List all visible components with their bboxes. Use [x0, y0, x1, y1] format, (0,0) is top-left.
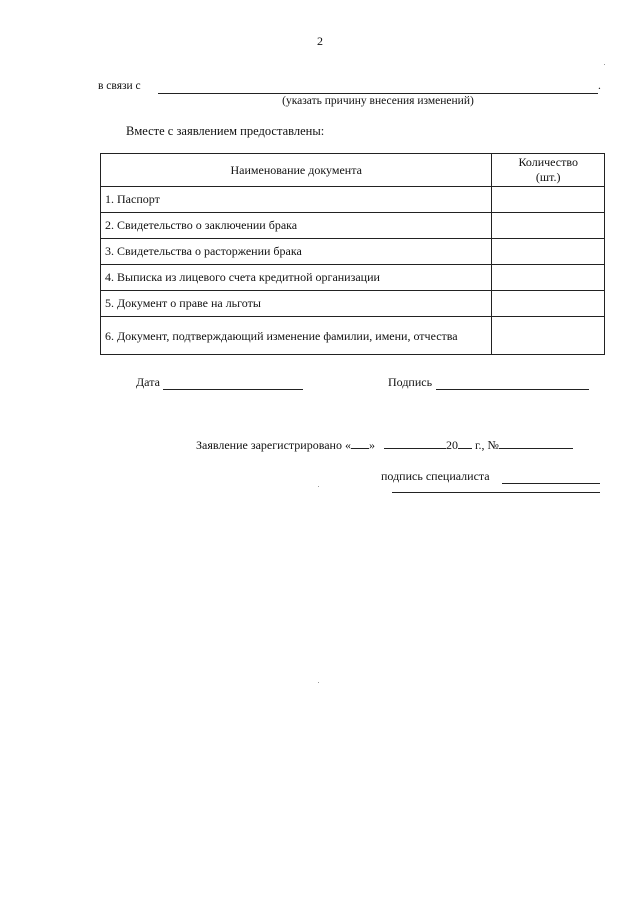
document-name-cell: 3. Свидетельства о расторжении брака	[101, 239, 492, 265]
specialist-signature-label: подпись специалиста	[381, 469, 490, 483]
registration-year-suffix: г., №	[474, 438, 500, 452]
table-row	[101, 317, 605, 355]
signature-label: Подпись	[388, 375, 433, 389]
table-row	[101, 265, 605, 291]
table-row	[101, 239, 605, 265]
quantity-cell[interactable]	[492, 187, 605, 213]
quantity-cell[interactable]	[492, 291, 605, 317]
signature-input-line[interactable]	[436, 389, 589, 390]
header-quantity-line1: Количество	[518, 155, 578, 169]
registration-quote-close: »	[368, 438, 375, 452]
table-row	[101, 187, 605, 213]
scan-speck	[604, 64, 605, 65]
registration-month-blank[interactable]	[384, 436, 446, 449]
registration-day-blank[interactable]	[351, 436, 369, 449]
registration-text: Заявление зарегистрировано «	[196, 438, 351, 452]
table-header-row	[101, 154, 605, 187]
table-row	[101, 213, 605, 239]
table-row	[101, 291, 605, 317]
quantity-cell[interactable]	[492, 239, 605, 265]
document-name-cell: 6. Документ, подтверждающий изменение фамилии, имени, отчества	[101, 317, 492, 355]
quantity-cell[interactable]	[492, 213, 605, 239]
quantity-cell[interactable]	[492, 317, 605, 355]
specialist-name-line[interactable]	[392, 492, 600, 493]
scan-speck	[318, 486, 319, 487]
specialist-signature-line[interactable]	[502, 483, 600, 484]
document-name-cell: 4. Выписка из лицевого счета кредитной организации	[101, 265, 492, 291]
date-label: Дата	[136, 375, 160, 389]
reason-input-line[interactable]	[158, 93, 598, 94]
header-document-name: Наименование документа	[101, 154, 492, 187]
reason-hint: (указать причину внесения изменений)	[282, 95, 474, 107]
registration-year-prefix: 20	[445, 438, 458, 452]
registration-year-blank[interactable]	[458, 436, 472, 449]
registration-line	[196, 436, 573, 453]
header-quantity	[492, 154, 605, 187]
header-quantity-line2: (шт.)	[535, 170, 561, 184]
scan-speck	[318, 682, 319, 683]
document-name-cell: 2. Свидетельство о заключении брака	[101, 213, 492, 239]
quantity-cell[interactable]	[492, 265, 605, 291]
date-input-line[interactable]	[163, 389, 303, 390]
provided-heading: Вместе с заявлением предоставлены:	[126, 124, 325, 138]
reason-label: в связи с	[98, 80, 141, 92]
document-name-cell: 5. Документ о праве на льготы	[101, 291, 492, 317]
reason-trailing-dot: .	[598, 80, 601, 92]
document-name-cell: 1. Паспорт	[101, 187, 492, 213]
registration-number-blank[interactable]	[499, 436, 573, 449]
page-number: 2	[317, 34, 323, 48]
documents-table	[100, 153, 605, 355]
